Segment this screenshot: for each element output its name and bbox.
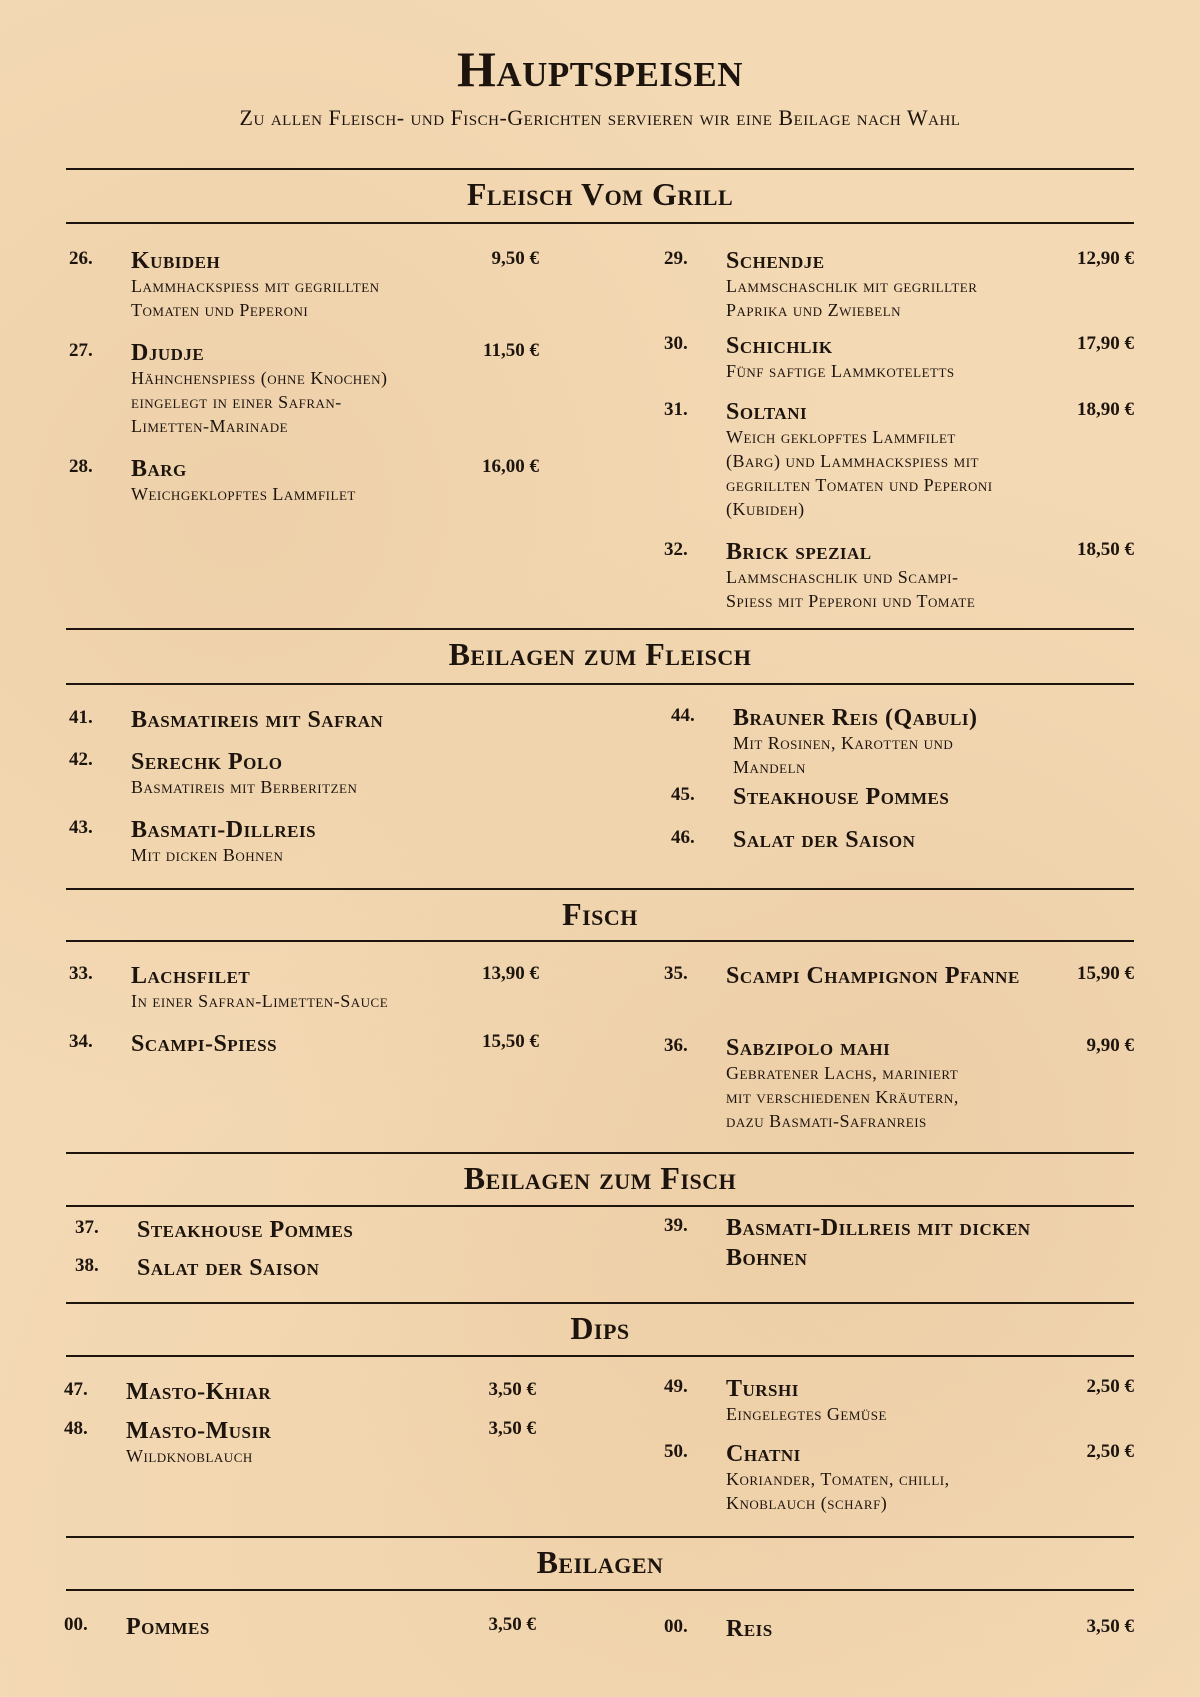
item-price: 9,50 € [491,248,539,269]
divider [66,940,1134,942]
item-number: 33. [69,963,93,984]
item-name: Masto-Khiar [126,1379,272,1405]
item-name: Sabzipolo mahi [726,1035,891,1061]
item-number: 31. [664,399,688,420]
item-price: 3,50 € [488,1418,536,1439]
item-price: 13,90 € [482,963,539,984]
divider [66,1302,1134,1304]
item-description: Hähnchenspiess (ohne Knochen) eingelegt in einer Safran- Limetten-Marinade [131,368,388,436]
item-name: Scampi Champignon Pfanne [726,963,1020,989]
item-number: 36. [664,1035,688,1056]
section-title-beilagen-zum-fisch: Beilagen zum Fisch [463,1160,737,1196]
item-description: Wildknoblauch [126,1446,253,1466]
item-name: Salat der Saison [137,1255,320,1281]
item-number: 00. [664,1616,688,1637]
item-name: Reis [726,1616,773,1642]
item-number: 00. [64,1614,88,1635]
item-price: 2,50 € [1086,1376,1134,1397]
item-name: Kubideh [131,248,221,274]
item-price: 18,90 € [1077,399,1134,420]
divider [66,168,1134,170]
item-number: 26. [69,248,93,269]
item-description: Fünf saftige Lammkoteletts [726,361,955,381]
item-name: Barg [131,456,187,482]
item-description: Eingelegtes Gemüse [726,1404,887,1424]
item-number: 43. [69,817,93,838]
item-number: 41. [69,707,93,728]
item-number: 27. [69,340,93,361]
divider [66,1152,1134,1154]
item-name: Brick spezial [726,539,872,565]
item-name: Steakhouse Pommes [137,1217,354,1243]
item-price: 15,50 € [482,1031,539,1052]
section-title-beilagen-zum-fleisch: Beilagen zum Fleisch [448,636,752,672]
item-number: 45. [671,784,695,805]
item-name: Serechk Polo [131,749,283,775]
item-number: 47. [64,1379,88,1400]
item-name: Basmati-Dillreis [131,817,317,843]
divider [66,683,1134,685]
item-price: 3,50 € [1086,1616,1134,1637]
item-price: 3,50 € [488,1614,536,1635]
item-name: Turshi [726,1376,799,1402]
divider [66,222,1134,224]
page-subtitle: Zu allen Fleisch- und Fisch-Gerichten servieren wir eine Beilage nach Wahl [239,105,961,130]
item-price: 17,90 € [1077,333,1134,354]
item-price: 18,50 € [1077,539,1134,560]
item-price: 16,00 € [482,456,539,477]
item-description: Lammschaschlik und Scampi- Spiess mit Peperoni und Tomate [726,567,976,611]
item-name: Soltani [726,399,808,425]
divider [66,1536,1134,1538]
item-price: 9,90 € [1086,1035,1134,1056]
item-name: Djudje [131,340,205,366]
item-description: Koriander, Tomaten, chilli, Knoblauch (scharf) [726,1469,950,1513]
section-title-dips: Dips [570,1310,630,1346]
item-price: 15,90 € [1077,963,1134,984]
item-number: 37. [75,1217,99,1238]
item-name: Schendje [726,248,825,274]
item-price: 12,90 € [1077,248,1134,269]
item-number: 39. [664,1215,688,1236]
item-name: Basmati-Dillreis mit dicken Bohnen [726,1215,1031,1271]
item-number: 50. [664,1441,688,1462]
item-description: Gebratener Lachs, mariniert mit verschiedenen Kräutern, dazu Basmati-Safranreis [726,1063,959,1131]
section-title-fleisch-vom-grill: Fleisch Vom Grill [466,176,734,212]
item-description: Lammschaschlik mit gegrillter Paprika und Zwiebeln [726,276,978,320]
item-number: 34. [69,1031,93,1052]
item-description: Mit Rosinen, Karotten und Mandeln [733,733,954,777]
divider [66,628,1134,630]
item-name: Brauner Reis (Qabuli) [733,705,978,731]
item-number: 48. [64,1418,88,1439]
item-name: Basmatireis mit Safran [131,707,384,733]
item-number: 30. [664,333,688,354]
item-description: Weichgeklopftes Lammfilet [131,484,356,504]
item-description: In einer Safran-Limetten-Sauce [131,991,389,1011]
item-name: Schichlik [726,333,833,359]
section-title-beilagen: Beilagen [536,1544,664,1580]
divider [66,1355,1134,1357]
divider [66,1205,1134,1207]
item-price: 11,50 € [483,340,539,361]
divider [66,1589,1134,1591]
divider [66,888,1134,890]
item-price: 3,50 € [488,1379,536,1400]
item-number: 49. [664,1376,688,1397]
item-name: Scampi-Spiess [131,1031,278,1057]
item-name: Salat der Saison [733,827,916,853]
item-description: Mit dicken Bohnen [131,845,284,865]
item-description: Lammhackspiess mit gegrillten Tomaten und Peperoni [131,276,380,320]
item-number: 35. [664,963,688,984]
page-title: Hauptspeisen [456,41,744,97]
section-title-fisch: Fisch [562,896,638,932]
item-description: Basmatireis mit Berberitzen [131,777,358,797]
item-name: Pommes [126,1614,210,1640]
item-number: 28. [69,456,93,477]
item-number: 38. [75,1255,99,1276]
item-name: Steakhouse Pommes [733,784,950,810]
item-number: 42. [69,749,93,770]
item-name: Lachsfilet [131,963,251,989]
item-description: Weich geklopftes Lammfilet (Barg) und Lammhackspiess mit gegrillten Tomaten und Peperoni (Kubideh) [726,427,993,519]
item-name: Chatni [726,1441,801,1467]
item-number: 32. [664,539,688,560]
item-price: 2,50 € [1086,1441,1134,1462]
item-number: 44. [671,705,695,726]
item-number: 46. [671,827,695,848]
item-number: 29. [664,248,688,269]
item-name: Masto-Musir [126,1418,272,1444]
